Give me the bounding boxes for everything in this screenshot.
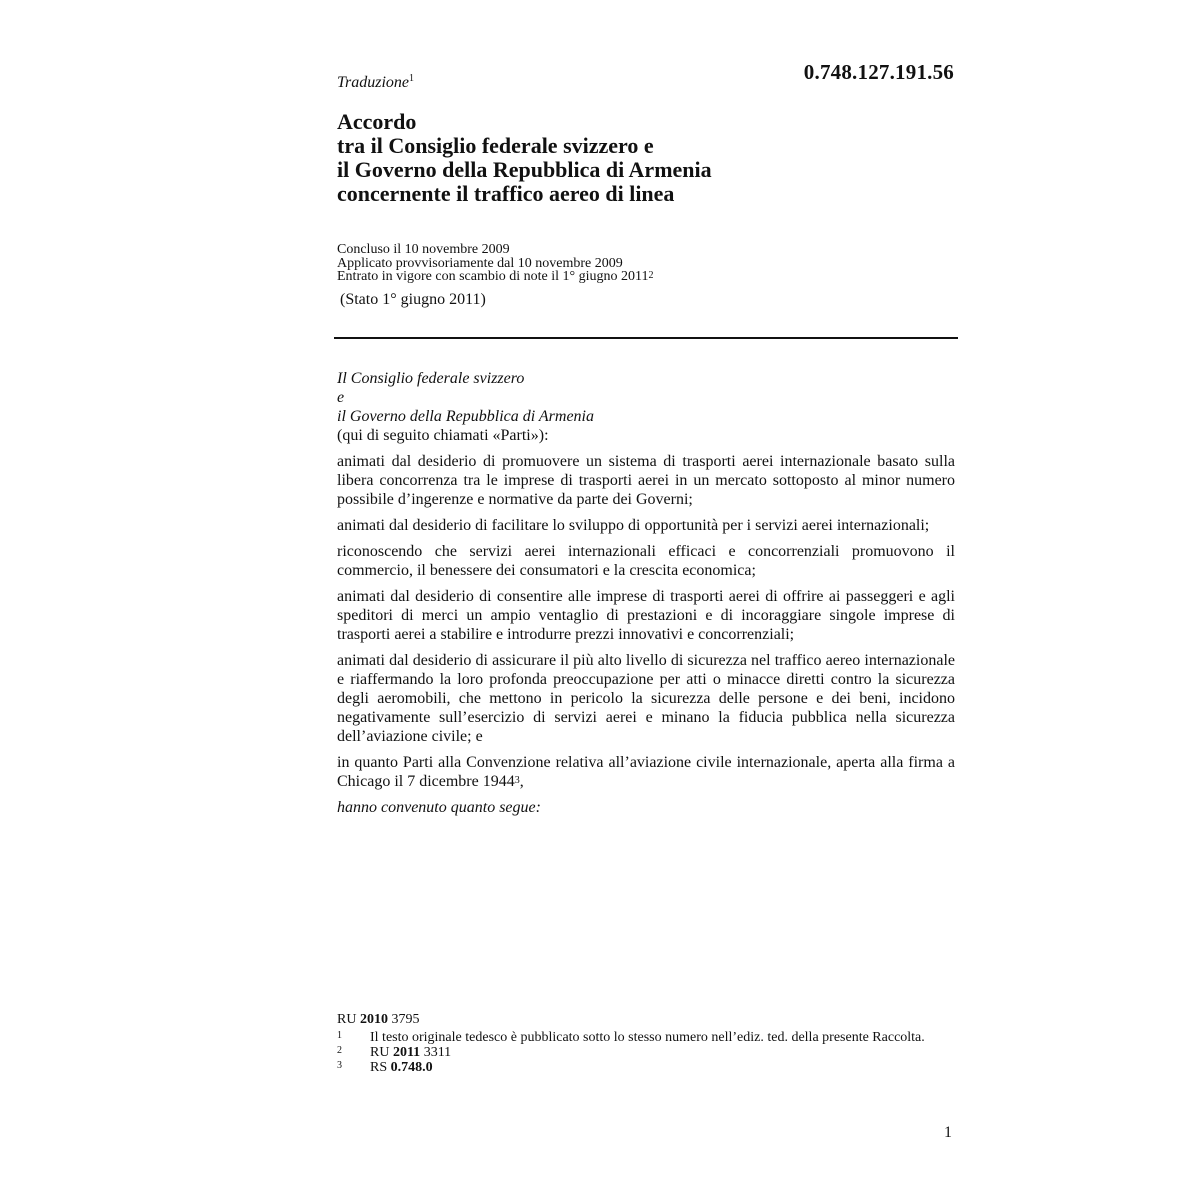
closing-formula: hanno convenuto quanto segue: (337, 799, 541, 816)
footnote-ref-3: 3 (514, 775, 520, 786)
translation-label (337, 74, 414, 92)
dates-block (337, 243, 653, 309)
applied-date: Applicato provvisoriamente dal 10 novembre 2009 (337, 255, 623, 271)
ru-prefix: RU (337, 1012, 357, 1027)
footnote-number: 2 (337, 1045, 342, 1056)
sr-number: 0.748.127.191.56 (803, 60, 954, 84)
ru-year: 2010 (359, 1012, 388, 1027)
concluded-date: Concluso il 10 novembre 2009 (337, 242, 510, 257)
header-divider (334, 337, 958, 339)
footnote-text (370, 1060, 957, 1075)
footnote-prefix: RS (370, 1060, 388, 1075)
party-2: il Governo della Repubblica di Armenia (337, 408, 594, 425)
footnote-ref-2: 2 (648, 270, 654, 281)
entered-date-text: Entrato in vigore con scambio di note il 1° giugno 2011 (337, 269, 649, 284)
ru-reference (337, 1012, 957, 1027)
title-line: Accordo (337, 109, 417, 134)
preamble (337, 369, 955, 817)
entered-date (337, 270, 653, 284)
footnotes (337, 1012, 957, 1075)
page-number: 1 (944, 1124, 952, 1141)
preamble-paragraph-last (337, 753, 955, 791)
preamble-paragraph: riconoscendo che servizi aerei internazionali efficaci e concorrenziali promuovono il commercio, il benessere dei consumatori e la crescita economica; (337, 543, 955, 579)
footnote-text (370, 1045, 957, 1060)
preamble-paragraph: animati dal desiderio di consentire alle imprese di trasporti aerei di offrire ai passeggeri e agli speditori di merci un ampio ventaglio di prestazioni e di incoraggiare singole imprese di trasporti aerei a stabilire e introdurre prezzi innovativi e concorrenziali; (337, 588, 955, 643)
preamble-paragraph: animati dal desiderio di promuovere un sistema di trasporti aerei internazionale basato sulla libera concorrenza tra le imprese di trasporti aerei in un mercato sottoposto al minor numero possibile d’ingerenze e normative da parte dei Governi; (337, 453, 955, 508)
status-date: (Stato 1° giugno 2011) (340, 290, 486, 308)
footnote-number: 3 (337, 1060, 342, 1071)
preamble-paragraph: animati dal desiderio di facilitare lo sviluppo di opportunità per i servizi aerei internazionali; (337, 517, 930, 534)
conjunction: e (337, 389, 345, 406)
footnote-suffix: 3311 (423, 1045, 452, 1060)
last-paragraph-tail: , (519, 773, 524, 790)
footnote-prefix: RU (370, 1045, 390, 1060)
translation-label-text: Traduzione (337, 74, 410, 91)
footnote-ref-1: 1 (409, 73, 415, 84)
footnote (337, 1060, 957, 1075)
title-line: il Governo della Repubblica di Armenia (337, 157, 712, 182)
footnote-text: Il testo originale tedesco è pubblicato sotto lo stesso numero nell’ediz. ted. della presente Raccolta. (370, 1030, 925, 1045)
title-line: tra il Consiglio federale svizzero e (337, 133, 654, 158)
last-paragraph-text: in quanto Parti alla Convenzione relativa all’aviazione civile internazionale, aperta alla firma a Chicago il 7 dicembre 1944 (337, 754, 955, 790)
preamble-paragraph: animati dal desiderio di assicurare il più alto livello di sicurezza nel traffico aereo internazionale e riaffermando la loro profonda preoccupazione per atti o minacce diretti contro la sicurezza degli aeromobili, che mettono in pericolo la sicurezza delle persone e dei beni, incidono negativamente sull’esercizio di servizi aerei e minano la fiducia pubblica nella sicurezza dell’aviazione civile; e (337, 652, 955, 745)
party-1: Il Consiglio federale svizzero (337, 370, 525, 387)
footnote (337, 1045, 957, 1060)
document-title (337, 110, 712, 206)
ru-page: 3795 (391, 1012, 420, 1027)
footnote-bold: 0.748.0 (390, 1060, 433, 1075)
footnote (337, 1030, 957, 1045)
title-line: concernente il traffico aereo di linea (337, 181, 675, 206)
parties-definition: (qui di seguito chiamati «Parti»): (337, 427, 549, 444)
footnote-number: 1 (337, 1030, 342, 1041)
footnote-bold: 2011 (392, 1045, 421, 1060)
